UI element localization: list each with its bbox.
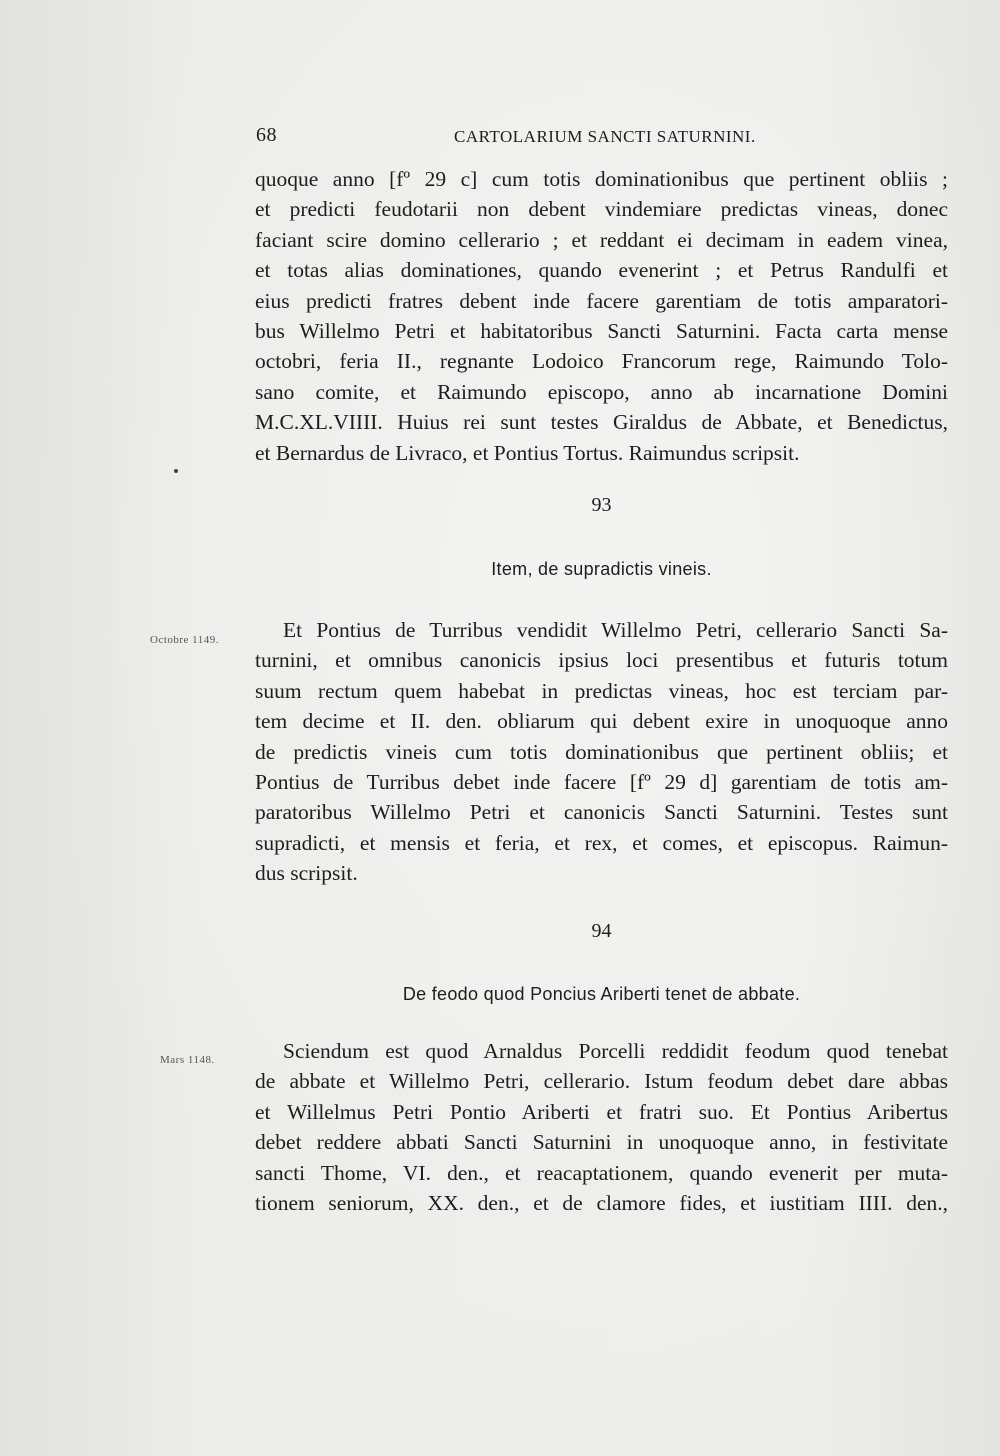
text-line: Sciendum est quod Arnaldus Porcelli reddidit feodum quod tenebat xyxy=(283,1039,948,1063)
text-line: debet reddere abbati Sancti Saturnini in unoquoque anno, in festivitate xyxy=(255,1130,948,1155)
margin-date: Octobre 1149. xyxy=(150,634,220,646)
text-line: quoque anno [fº 29 c] cum totis dominationibus que pertinent obliis ; xyxy=(255,167,948,191)
text-line: faciant scire domino cellerario ; et reddant ei decimam in eadem vinea, xyxy=(255,227,948,252)
text-line: suum rectum quem habebat in predictas vineas, hoc est terciam par- xyxy=(255,678,948,703)
running-title: CARTOLARIUM SANCTI SATURNINI. xyxy=(454,127,756,146)
text-line: sano comite, et Raimundo episcopo, anno ab incarnatione Domini xyxy=(255,379,948,404)
text-line: de predictis vineis cum totis dominationibus que pertinent obliis; et xyxy=(255,739,948,764)
charter-number: 94 xyxy=(591,920,612,942)
text-line: et predicti feudotarii non debent vindemiare predictas vineas, donec xyxy=(255,197,948,222)
text-line: supradicti, et mensis et feria, et rex, et comes, et episcopus. Raimun- xyxy=(255,830,948,855)
text-line: turnini, et omnibus canonicis ipsius loci presentibus et futuris totum xyxy=(255,648,948,673)
text-line: et Willelmus Petri Pontio Ariberti et fratri suo. Et Pontius Aribertus xyxy=(255,1099,948,1124)
text-line: Pontius de Turribus debet inde facere [fº 29 d] garentiam de totis am- xyxy=(255,769,948,794)
text-line: tem decime et II. den. obliarum qui debent exire in unoquoque anno xyxy=(255,709,948,734)
text-line: octobri, feria II., regnante Lodoico Francorum rege, Raimundo Tolo- xyxy=(255,349,948,374)
page-number: 68 xyxy=(256,124,277,146)
text-line: dus scripsit. xyxy=(255,861,358,886)
charter-93-body xyxy=(255,615,948,889)
text-line: bus Willelmo Petri et habitatoribus Sancti Saturnini. Facta carta mense xyxy=(255,318,948,343)
charter-92-continuation xyxy=(255,164,948,468)
text-line: Et Pontius de Turribus vendidit Willelmo Petri, cellerario Sancti Sa- xyxy=(283,618,948,642)
text-line: et totas alias dominationes, quando evenerint ; et Petrus Randulfi et xyxy=(255,258,948,283)
text-line: de abbate et Willelmo Petri, cellerario. Istum feodum debet dare abbas xyxy=(255,1069,948,1094)
charter-title: Item, de supradictis vineis. xyxy=(491,559,712,579)
charter-title: De feodo quod Poncius Ariberti tenet de abbate. xyxy=(402,984,801,1004)
text-line: eius predicti fratres debent inde facere garentiam de totis amparatori- xyxy=(255,288,948,313)
text-line: et Bernardus de Livraco, et Pontius Tortus. Raimundus scripsit. xyxy=(255,440,800,465)
ink-speck xyxy=(174,469,178,473)
text-line: M.C.XL.VIIII. Huius rei sunt testes Giraldus de Abbate, et Benedictus, xyxy=(255,410,948,435)
text-line: tionem seniorum, XX. den., et de clamore fides, et iustitiam IIII. den., xyxy=(255,1190,948,1215)
charter-94-body xyxy=(255,1036,948,1218)
text-line: paratoribus Willelmo Petri et canonicis Sancti Saturnini. Testes sunt xyxy=(255,800,948,825)
charter-number: 93 xyxy=(591,494,612,516)
margin-date: Mars 1148. xyxy=(160,1054,215,1066)
text-line: sancti Thome, VI. den., et reacaptationem, quando evenerit per muta- xyxy=(255,1160,948,1185)
